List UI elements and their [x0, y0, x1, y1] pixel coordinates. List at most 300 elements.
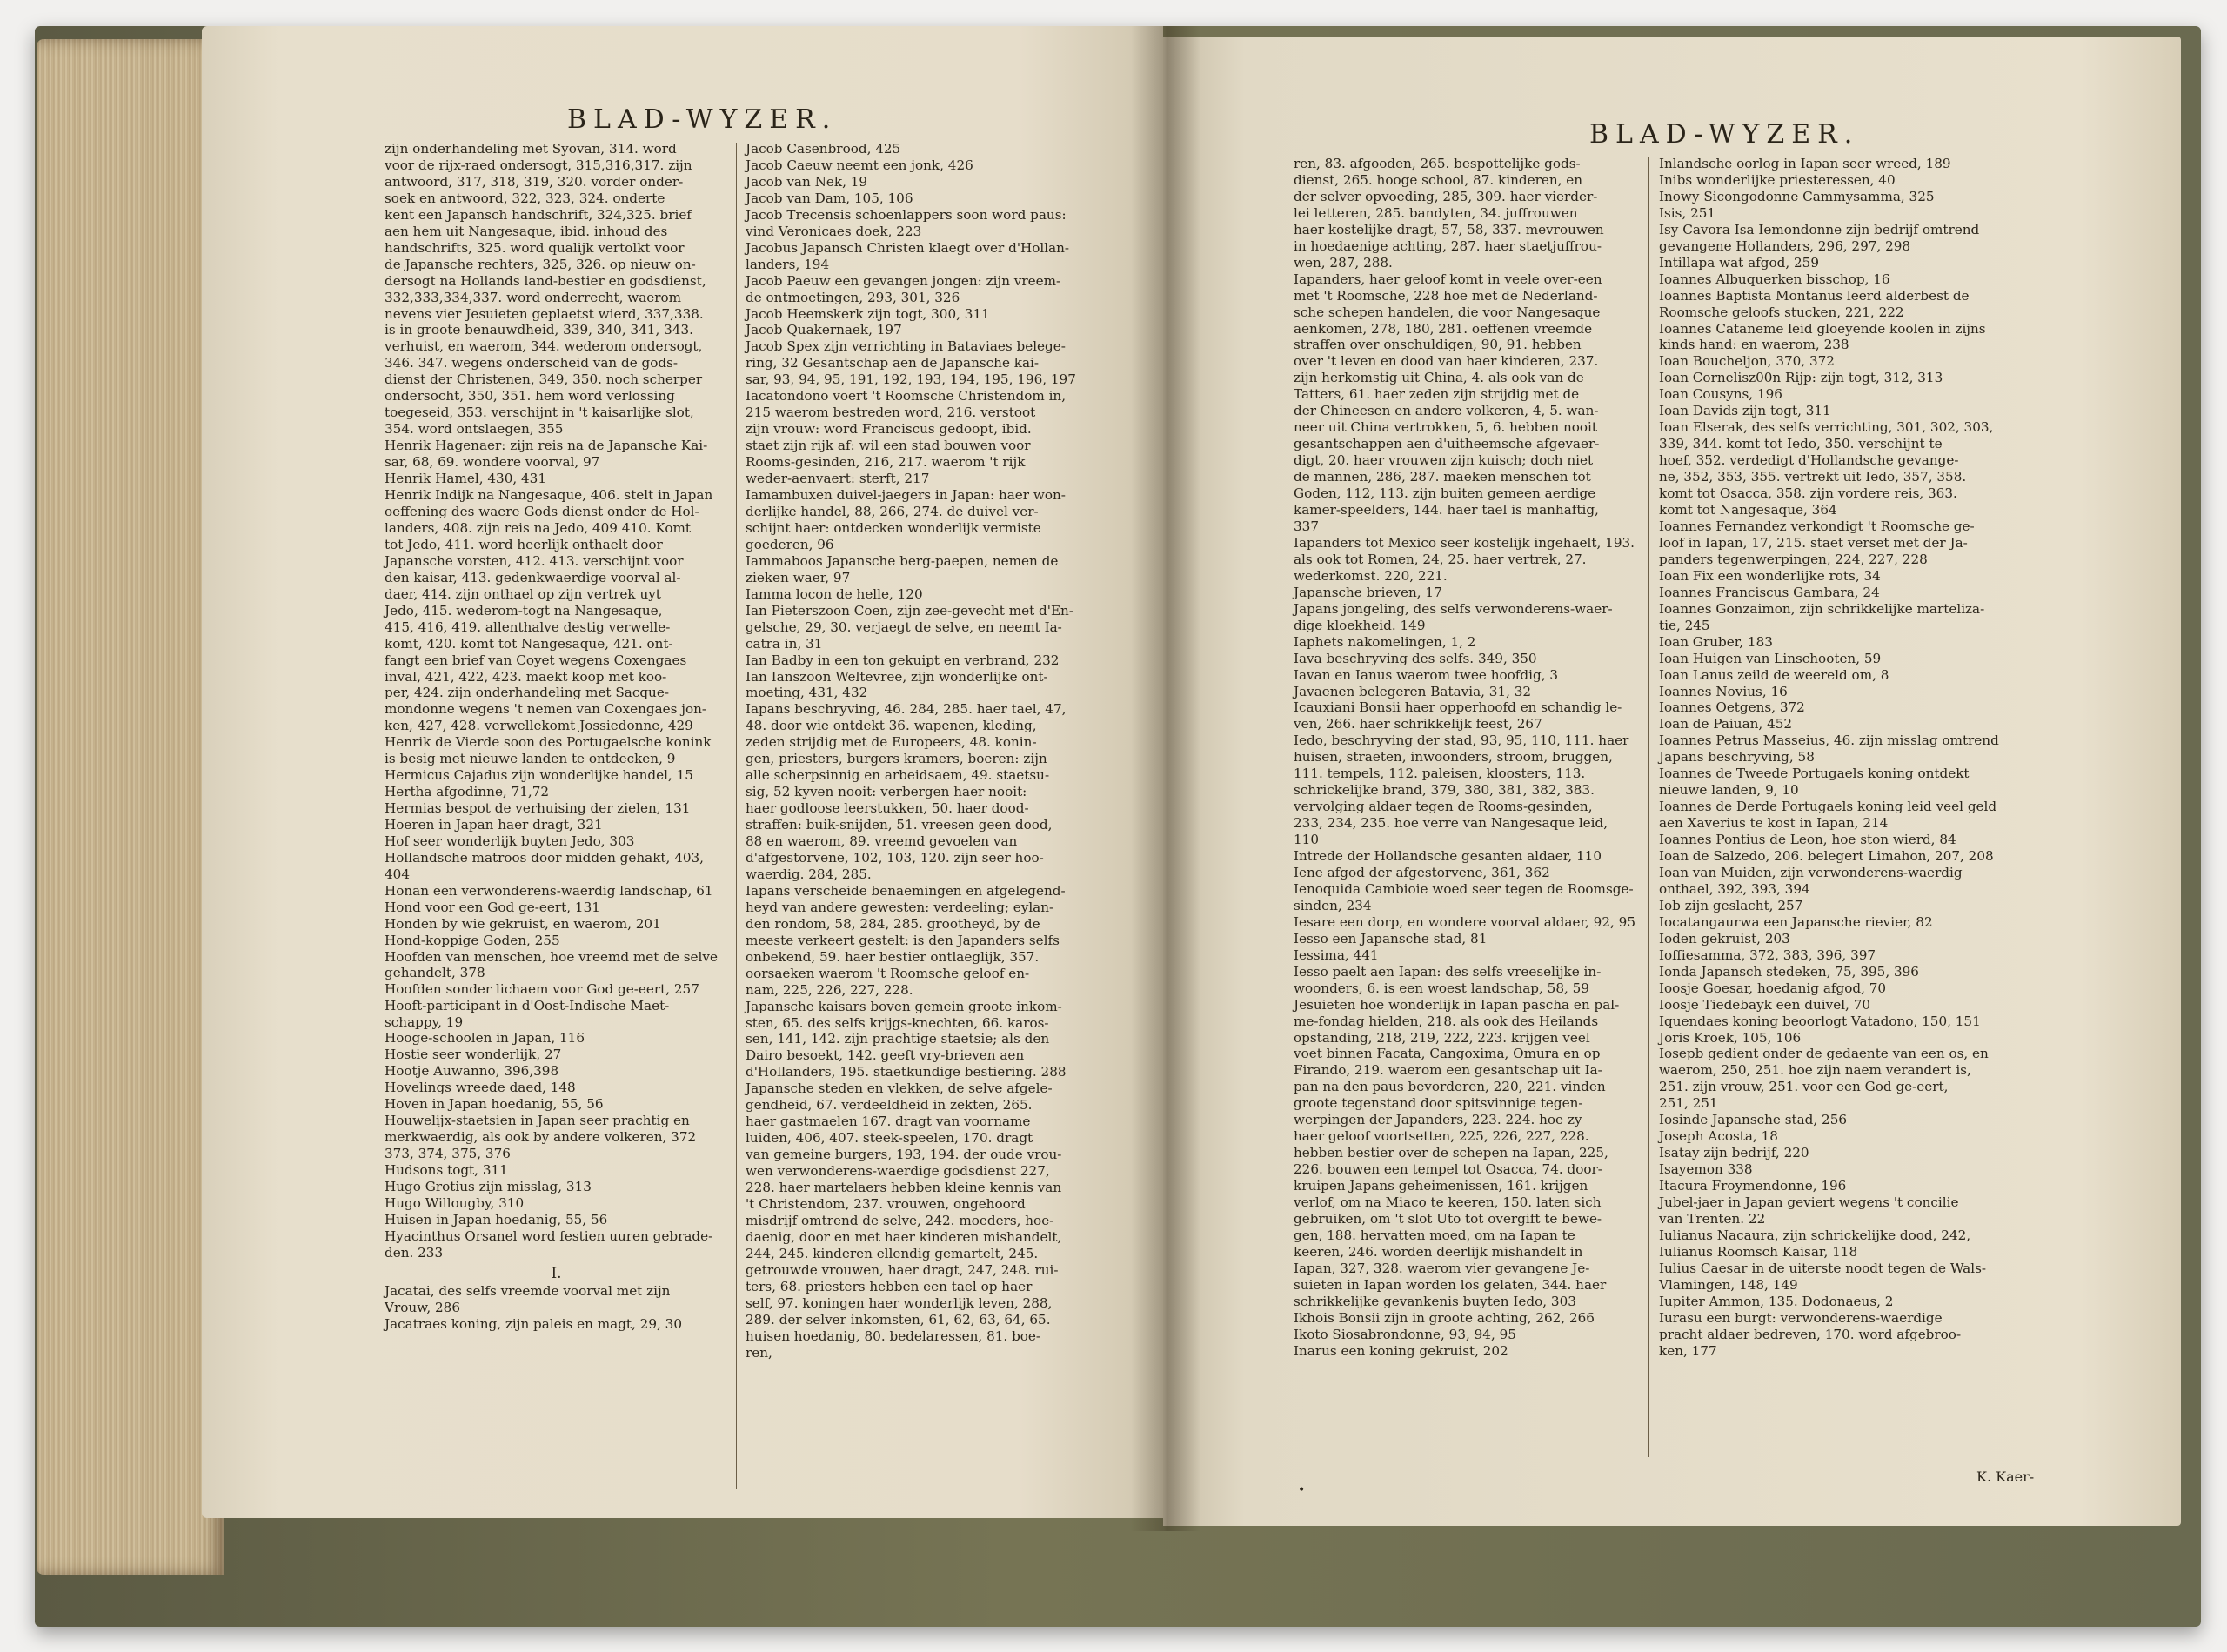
index-line: Iulius Caesar in de uiterste noodt tegen de Wals-	[1659, 1260, 1987, 1276]
index-line: Ioannes de Tweede Portugaels koning ontdekt	[1659, 766, 1970, 782]
index-line: Iapans verscheide benaemingen en afgelegend-	[746, 882, 1066, 899]
index-line: suieten in Iapan worden los gelaten, 344. haer	[1294, 1276, 1607, 1293]
index-line: Jacatai, des selfs vreemde voorval met zijn	[385, 1282, 671, 1299]
index-line: Intillapa wat afgod, 259	[1659, 254, 1820, 271]
index-line: Ioan Fix een wonderlijke rots, 34	[1659, 567, 1881, 584]
page-edges	[37, 39, 224, 1575]
index-line: Ienoquida Cambioie woed seer tegen de Roomsge-	[1294, 880, 1634, 897]
index-line: onbekend, 59. haer bestier ontlaeglijk, 357.	[746, 948, 1040, 965]
index-line: Hootje Auwanno, 396,398	[385, 1063, 559, 1080]
index-line: 228. haer martelaers hebben kleine kennis van	[746, 1180, 1062, 1196]
index-line: Iurasu een burgt: verwonderens-waerdige	[1659, 1309, 1943, 1326]
index-line: fangt een brief van Coyet wegens Coxengaes	[385, 652, 687, 668]
index-line: Javaenen belegeren Batavia, 31, 32	[1294, 683, 1532, 699]
index-line: loof in Iapan, 17, 215. staet verset met der Ja-	[1659, 534, 1968, 551]
index-line: Iavan en Ianus waerom twee hoofdig, 3	[1294, 666, 1559, 683]
index-line: komt tot Osacca, 358. zijn vordere reis, 363.	[1659, 485, 1957, 502]
index-line: Ioosje Tiedebayk een duivel, 70	[1659, 996, 1871, 1013]
index-line: 354. word ontslaegen, 355	[385, 421, 564, 438]
index-line: sig, 52 kyven nooit: verbergen haer nooit:	[746, 784, 1027, 800]
index-line: antwoord, 317, 318, 319, 320. vorder onder-	[385, 173, 684, 190]
index-line: kruipen Japans geheimenissen, 161. krijgen	[1294, 1178, 1588, 1194]
index-line: aen Xaverius te kost in Iapan, 214	[1659, 815, 1889, 832]
index-line: gen, priesters, burgers kramers, boeren: zijn	[746, 751, 1047, 767]
index-line: misdrijf omtrend de selve, 242. moeders, hoe-	[746, 1212, 1054, 1228]
index-line: wen verwonderens-waerdige godsdienst 227,	[746, 1163, 1050, 1180]
index-line: de Japansche rechters, 325, 326. op nieuw on-	[385, 256, 696, 272]
index-line: ondersocht, 350, 351. hem word verlossing	[385, 388, 675, 405]
index-line: gesantschappen aen d'uitheemsche afgevaer-	[1294, 436, 1600, 452]
index-line: Iesso paelt aen Iapan: des selfs vreeselijke in-	[1294, 963, 1602, 980]
left-index-column-2	[746, 142, 1093, 1362]
index-line: Hermicus Cajadus zijn wonderlijke handel, 15	[385, 767, 693, 784]
index-line: Iaphets nakomelingen, 1, 2	[1294, 633, 1476, 650]
index-line: Ioan Davids zijn togt, 311	[1659, 403, 1831, 419]
right-page-header: BLAD-WYZER.	[1589, 119, 1860, 150]
index-line: alle scherpsinnig en arbeidsaem, 49. staetsu-	[746, 767, 1050, 784]
index-line: Hoofden sonder lichaem voor God ge-eert, 257	[385, 980, 699, 997]
index-line: ven, 266. haer schrikkelijk feest, 267	[1294, 716, 1542, 732]
index-line: Ioffiesamma, 372, 383, 396, 397	[1659, 946, 1876, 963]
index-line: der selver opvoeding, 285, 309. haer vierder-	[1294, 188, 1598, 204]
index-line: weder-aenvaert: sterft, 217	[746, 471, 930, 487]
index-line: Hoofden van menschen, hoe vreemd met de selve gehandelt, 378	[385, 948, 718, 980]
index-line: ken, 177	[1659, 1342, 1717, 1359]
index-line: Firando, 219. waerom een gesantschap uit Ia-	[1294, 1062, 1602, 1079]
index-line: ren, 83. afgooden, 265. bespottelijke gods-	[1294, 156, 1581, 171]
index-line: gevangene Hollanders, 296, 297, 298	[1659, 237, 1911, 254]
left-index-column-1	[385, 142, 728, 1334]
right-page	[1163, 37, 2181, 1526]
index-line: haer gastmaelen 167. dragt van voorname	[746, 1114, 1031, 1130]
index-line: den. 233	[385, 1244, 444, 1261]
index-line: ters, 68. priesters hebben een tael op haer	[746, 1278, 1033, 1294]
index-line: Hermias bespot de verhuising der zielen, 131	[385, 800, 691, 817]
index-line: Iammaboos Japansche berg-paepen, nemen de	[746, 552, 1059, 569]
index-line: Huisen in Japan hoedanig, 55, 56	[385, 1211, 608, 1227]
index-line: over 't leven en dood van haer kinderen, 237.	[1294, 353, 1599, 370]
index-line: wederkomst. 220, 221.	[1294, 567, 1448, 584]
index-line: ne, 352, 353, 355. vertrekt uit Iedo, 357, 358.	[1659, 469, 1967, 485]
index-line: schijnt haer: ontdecken wonderlijk vermiste	[746, 519, 1041, 536]
index-line: sar, 93, 94, 95, 191, 192, 193, 194, 195, 196, 197	[746, 371, 1076, 388]
index-line: Ioosje Goesar, hoedanig afgod, 70	[1659, 980, 1887, 996]
index-line: 373, 374, 375, 376	[385, 1146, 511, 1162]
index-line: Iosinde Japansche stad, 256	[1659, 1112, 1848, 1128]
index-line: catra in, 31	[746, 635, 823, 652]
index-line: nevens vier Jesuieten geplaetst wierd, 337,338.	[385, 305, 704, 322]
index-line: Isayemon 338	[1659, 1161, 1753, 1178]
index-line: toegeseid, 353. verschijnt in 't kaisarlijke slot,	[385, 405, 694, 421]
index-line: Iessima, 441	[1294, 946, 1379, 963]
index-line: I.	[551, 1264, 562, 1282]
index-line: verhuist, en waerom, 344. wederom ondersogt,	[385, 338, 703, 355]
index-line: Iocatangaurwa een Japansche rievier, 82	[1659, 913, 1933, 930]
index-line: getrouwde vrouwen, haer dragt, 247, 248. rui-	[746, 1261, 1059, 1278]
index-line: voor de rijx-raed ondersogt, 315,316,317. zijn	[385, 157, 692, 173]
index-line: straffen over onschuldigen, 90, 91. hebben	[1294, 337, 1582, 353]
index-line: Jacatraes koning, zijn paleis en magt, 29, 30	[385, 1315, 682, 1332]
index-line: neer uit China vertrokken, 5, 6. hebben nooit	[1294, 419, 1597, 436]
index-line: Ioan de Paiuan, 452	[1659, 716, 1793, 732]
index-line: Japansche vorsten, 412. 413. verschijnt voor	[385, 552, 684, 569]
index-line: Roomsche geloofs stucken, 221, 222	[1659, 304, 1904, 320]
index-line: schappy, 19	[385, 1013, 464, 1030]
index-line: werpingen der Japanders, 223. 224. hoe zy	[1294, 1112, 1582, 1128]
index-line: de ontmoetingen, 293, 301, 326	[746, 289, 960, 305]
index-line: 48. door wie ontdekt 36. wapenen, kleding,	[746, 718, 1037, 734]
index-line: merkwaerdig, als ook by andere volkeren, 372	[385, 1129, 697, 1146]
index-line: met 't Roomsche, 228 hoe met de Nederland-	[1294, 287, 1598, 304]
index-line: dienst der Christenen, 349, 350. noch scherper	[385, 371, 703, 388]
index-line: sche schepen handelen, die voor Nangesaque	[1294, 304, 1601, 320]
index-line: zijn onderhandeling met Syovan, 314. word	[385, 141, 677, 157]
index-line: Ioan de Salzedo, 206. belegert Limahon, 207, 208	[1659, 848, 1994, 865]
index-line: zeden strijdig met de Europeers, 48. konin-	[746, 734, 1037, 751]
index-line: Jacob Quakernaek, 197	[746, 322, 902, 338]
index-line: Houwelijx-staetsien in Japan seer prachtig en	[385, 1113, 690, 1129]
index-line: kent een Japansch handschrift, 324,325. brief	[385, 206, 692, 223]
index-line: Ioan Gruber, 183	[1659, 633, 1773, 650]
index-line: 339, 344. komt tot Iedo, 350. verschijnt te	[1659, 436, 1943, 452]
index-line: soek en antwoord, 322, 323, 324. onderte	[385, 190, 665, 206]
index-line: Isy Cavora Isa Iemondonne zijn bedrijf omtrend	[1659, 221, 1980, 237]
index-line: kamer-speelders, 144. haer tael is manhaftig,	[1294, 502, 1599, 518]
index-line: Iosepb gedient onder de gedaente van een os, en	[1659, 1046, 1989, 1062]
index-line: Vrouw, 286	[385, 1299, 460, 1315]
index-line: lei letteren, 285. bandyten, 34. juffrouwen	[1294, 204, 1578, 221]
index-line: Inibs wonderlijke priesteressen, 40	[1659, 171, 1896, 188]
index-line: self, 97. koningen haer wonderlijk leven, 288,	[746, 1294, 1053, 1311]
index-line: Iquendaes koning beoorlogt Vatadono, 150, 151	[1659, 1013, 1981, 1029]
index-line: 88 en waerom, 89. vreemd gevoelen van	[746, 833, 1018, 850]
index-line: hebben bestier over de schepen na Iapan, 225,	[1294, 1145, 1608, 1161]
index-line: Jacob Casenbrood, 425	[746, 141, 901, 157]
index-line: keeren, 246. worden deerlijk mishandelt in	[1294, 1243, 1583, 1260]
index-line: kinds hand: en waerom, 238	[1659, 337, 1849, 353]
index-line: der Chineesen en andere volkeren, 4, 5. wan-	[1294, 403, 1599, 419]
index-line: Ioan Boucheljon, 370, 372	[1659, 353, 1835, 370]
index-line: nam, 225, 226, 227, 228.	[746, 981, 913, 998]
index-line: Hond voor een God ge-eert, 131	[385, 899, 600, 915]
index-line: Hugo Willougby, 310	[385, 1195, 525, 1211]
index-line: per, 424. zijn onderhandeling met Sacque-	[385, 685, 669, 701]
right-column-rule	[1648, 157, 1649, 1457]
left-column-rule	[736, 143, 737, 1489]
index-line: 't Christendom, 237. vrouwen, ongehoord	[746, 1196, 1026, 1212]
index-line: Isis, 251	[1659, 204, 1716, 221]
index-line: waerdig. 284, 285.	[746, 866, 872, 882]
index-line: Jacob Paeuw een gevangen jongen: zijn vreem-	[746, 272, 1061, 289]
index-line: Iacatondono voert 't Roomsche Christendom in,	[746, 388, 1067, 405]
index-line: zijn herkomstig uit China, 4. als ook van de	[1294, 370, 1584, 386]
index-line: Hooge-schoolen in Japan, 116	[385, 1030, 585, 1047]
index-line: daenig, door en met haer kinderen mishandelt,	[746, 1228, 1062, 1245]
index-line: straffen: buik-snijden, 51. vreesen geen dood,	[746, 817, 1053, 833]
index-line: is besig met nieuwe landen te ontdecken, 9	[385, 751, 676, 767]
index-line: Jesuieten hoe wonderlijk in Iapan pascha en pal-	[1294, 996, 1620, 1013]
index-line: inval, 421, 422, 423. maekt koop met koo-	[385, 668, 667, 685]
index-line: handschrifts, 325. word qualijk vertolkt voor	[385, 239, 685, 256]
index-line: Iupiter Ammon, 135. Dodonaeus, 2	[1659, 1293, 1894, 1309]
index-line: Tatters, 61. haer zeden zijn strijdig met de	[1294, 386, 1580, 403]
index-line: Icauxiani Bonsii haer opperhoofd en schandig le-	[1294, 699, 1622, 716]
index-line: Ioannes de Derde Portugaels koning leid veel geld	[1659, 799, 1997, 815]
index-line: 111. tempels, 112. paleisen, kloosters, 113.	[1294, 766, 1586, 782]
left-page	[202, 26, 1163, 1518]
index-line: Hovelings wreede daed, 148	[385, 1080, 576, 1096]
index-line: Jacob Spex zijn verrichting in Bataviaes belege-	[746, 338, 1066, 355]
index-line: gebruiken, om 't slot Uto tot overgift te bewe-	[1294, 1211, 1602, 1227]
index-line: Hof seer wonderlijk buyten Jedo, 303	[385, 833, 635, 850]
index-line: Ioannes Novius, 16	[1659, 683, 1788, 699]
index-line: voet binnen Facata, Cangoxima, Omura en op	[1294, 1046, 1601, 1062]
index-line: Ioan Elserak, des selfs verrichting, 301, 302, 303,	[1659, 419, 1994, 436]
index-line: Iamma locon de helle, 120	[746, 585, 923, 602]
index-line: vind Veronicaes doek, 223	[746, 223, 922, 239]
index-line: daer, 414. zijn onthael op zijn vertrek uyt	[385, 585, 661, 602]
index-line: dienst, 265. hooge school, 87. kinderen, en	[1294, 171, 1583, 188]
index-line: Ioannes Franciscus Gambara, 24	[1659, 584, 1880, 600]
index-line: gen, 188. hervatten moed, om na Iapan te	[1294, 1227, 1575, 1243]
index-line: huisen, straeten, inwoonders, stroom, bruggen,	[1294, 749, 1613, 766]
index-line: Ian Ianszoon Weltevree, zijn wonderlijke ont-	[746, 668, 1048, 685]
index-line: Hudsons togt, 311	[385, 1162, 508, 1179]
index-line: pracht aldaer bedreven, 170. word afgebroo-	[1659, 1326, 1962, 1342]
index-line: Hostie seer wonderlijk, 27	[385, 1047, 562, 1063]
index-line: Ioannes Oetgens, 372	[1659, 699, 1805, 716]
index-line: Hugo Grotius zijn misslag, 313	[385, 1179, 592, 1195]
index-line: Jacob Caeuw neemt een jonk, 426	[746, 157, 973, 173]
index-line: Honan een verwonderens-waerdig landschap, 61	[385, 882, 713, 899]
index-line: Ioannes Gonzaimon, zijn schrikkelijke marteliza-	[1659, 600, 1985, 617]
index-line: gelsche, 29, 30. verjaegt de selve, en neemt Ia-	[746, 619, 1062, 635]
index-line: de mannen, 286, 287. maeken menschen tot	[1294, 469, 1591, 485]
index-line: 233, 234, 235. hoe verre van Nangesaque leid,	[1294, 815, 1608, 832]
index-line: sten, 65. des selfs krijgs-knechten, 66. karos-	[746, 1014, 1049, 1031]
index-line: Hond-koppige Goden, 255	[385, 932, 560, 948]
index-line: 215 waerom bestreden word, 216. verstoot	[746, 405, 1036, 421]
index-line: 346. 347. wegens onderscheid van de gods-	[385, 355, 679, 371]
index-line: 110	[1294, 832, 1319, 848]
index-line: Japans beschryving, 58	[1659, 749, 1815, 766]
index-line: Iapanders tot Mexico seer kostelijk ingehaelt, 193.	[1294, 534, 1635, 551]
index-line: aen hem uit Nangesaque, ibid. inhoud des	[385, 223, 668, 239]
index-line: Hollandsche matroos door midden gehakt, 403,	[385, 849, 705, 866]
index-line: Ioannes Fernandez verkondigt 't Roomsche ge-	[1659, 518, 1975, 534]
index-line: hoef, 352. verdedigt d'Hollandsche gevange-	[1659, 452, 1959, 469]
index-line: staet zijn rijk af: wil een stad bouwen voor	[746, 438, 1031, 454]
index-line: is in groote benauwdheid, 339, 340, 341, 343.	[385, 322, 693, 338]
index-line: Ioannes Cataneme leid gloeyende koolen in zijns	[1659, 320, 1986, 337]
index-line: den rondom, 58, 284, 285. grootheyd, by de	[746, 915, 1040, 932]
index-line: Henrik Indijk na Nangesaque, 406. stelt in Japan	[385, 487, 713, 504]
index-line: Iesso een Japansche stad, 81	[1294, 930, 1488, 946]
index-line: zijn vrouw: word Franciscus gedoopt, ibid.	[746, 421, 1032, 438]
index-line: Ionda Japansch stedeken, 75, 395, 396	[1659, 963, 1919, 980]
index-line: Hooft-participant in d'Oost-Indische Maet-	[385, 997, 670, 1013]
index-line: Ian Pieterszoon Coen, zijn zee-gevecht met d'En-	[746, 602, 1073, 619]
index-line: sen, 141, 142. zijn prachtige staetsie; als den	[746, 1031, 1050, 1047]
index-line: Ioden gekruist, 203	[1659, 930, 1790, 946]
index-line: Ioannes Albuquerken bisschop, 16	[1659, 271, 1890, 287]
index-line: Japans jongeling, des selfs verwonderens-waer-	[1294, 600, 1613, 617]
index-line: Iulianus Nacaura, zijn schrickelijke dood, 242,	[1659, 1227, 1971, 1243]
index-line: 415, 416, 419. allenthalve destig verwelle-	[385, 619, 671, 635]
index-line: Inlandsche oorlog in Iapan seer wreed, 189	[1659, 156, 1951, 171]
index-line: Iapan, 327, 328. waerom vier gevangene Je-	[1294, 1260, 1590, 1276]
index-line: Ioan van Muiden, zijn verwonderens-waerdig	[1659, 864, 1963, 880]
right-index-column-1	[1294, 157, 1637, 1361]
index-line: Dairo besoekt, 142. geeft vry-brieven aen	[746, 1047, 1025, 1064]
index-line: tot Jedo, 411. word heerlijk onthaelt door	[385, 536, 663, 552]
index-line: komt, 420. komt tot Nangesaque, 421. ont-	[385, 635, 673, 652]
index-line: heyd van andere gewesten: verdeeling; eylan-	[746, 899, 1054, 915]
index-line: luiden, 406, 407. steek-speelen, 170. dragt	[746, 1130, 1033, 1147]
index-line: in hoedaenige achting, 287. haer staetjuffrou-	[1294, 237, 1602, 254]
index-line: Itacura Froymendonne, 196	[1659, 1178, 1847, 1194]
index-line: Joseph Acosta, 18	[1659, 1128, 1778, 1145]
index-line: verlof, om na Miaco te keeren, 150. laten sich	[1294, 1194, 1602, 1211]
index-line: Ioan Huigen van Linschooten, 59	[1659, 650, 1882, 666]
index-line: 226. bouwen een tempel tot Osacca, 74. door-	[1294, 1161, 1602, 1178]
catchword: K. Kaer-	[1976, 1468, 2035, 1485]
index-line: vervolging aldaer tegen de Rooms-gesinden,	[1294, 799, 1593, 815]
index-line: haer godloose leerstukken, 50. haer dood-	[746, 800, 1029, 817]
index-line: pan na den paus bevorderen, 220, 221. vinden	[1294, 1079, 1606, 1095]
index-line: onthael, 392, 393, 394	[1659, 880, 1810, 897]
index-line: ring, 32 Gesantschap aen de Japansche kai-	[746, 355, 1040, 371]
index-line: Ioan Lanus zeild de weereld om, 8	[1659, 666, 1889, 683]
left-page-header: BLAD-WYZER.	[567, 104, 838, 135]
index-line: Iamambuxen duivel-jaegers in Japan: haer won-	[746, 487, 1066, 504]
index-line: moeting, 431, 432	[746, 685, 868, 701]
index-line: Intrede der Hollandsche gesanten aldaer, 110	[1294, 848, 1602, 865]
index-line: zieken waer, 97	[746, 569, 851, 585]
index-line: Japansche steden en vlekken, de selve afgele-	[746, 1080, 1053, 1097]
index-line: derlijke handel, 88, 266, 274. de duivel ver-	[746, 503, 1039, 519]
index-line: Japansche kaisars boven gemein groote inkom-	[746, 998, 1062, 1014]
index-line: groote tegenstand door spitsvinnige tegen-	[1294, 1095, 1583, 1112]
index-line: Isatay zijn bedrijf, 220	[1659, 1145, 1809, 1161]
index-line: sar, 68, 69. wondere voorval, 97	[385, 454, 600, 471]
index-line: gendheid, 67. verdeeldheid in zekten, 265.	[746, 1097, 1033, 1114]
index-line: als ook tot Romen, 24, 25. haer vertrek, 27.	[1294, 551, 1587, 567]
index-line: Iava beschryving des selfs. 349, 350	[1294, 650, 1537, 666]
index-line: van Trenten. 22	[1659, 1211, 1766, 1227]
index-line: Ioan Cornelisz00n Rijp: zijn togt, 312, 313	[1659, 370, 1943, 386]
index-line: ren,	[746, 1344, 772, 1361]
index-line: landers, 408. zijn reis na Jedo, 409 410. Komt	[385, 519, 691, 536]
index-line: Goden, 112, 113. zijn buiten gemeen aerdige	[1294, 485, 1596, 502]
index-line: 244, 245. kinderen ellendig gemartelt, 245.	[746, 1245, 1039, 1261]
index-line: van gemeine burgers, 193, 194. der oude vrou-	[746, 1147, 1062, 1163]
index-line: mondonne wegens 't nemen van Coxengaes jon-	[385, 701, 707, 718]
right-index-column-2	[1659, 157, 2024, 1361]
index-line: Hoeren in Japan haer dragt, 321	[385, 817, 603, 833]
index-line: schrickelijke brand, 379, 380, 381, 382, 383.	[1294, 782, 1595, 799]
index-line: 337	[1294, 518, 1319, 534]
index-line: Henrik Hagenaer: zijn reis na de Japansche Kai-	[385, 438, 708, 454]
index-line: 289. der selver inkomsten, 61, 62, 63, 64, 65.	[746, 1311, 1051, 1328]
index-line: Iapans beschryving, 46. 284, 285. haer tael, 47,	[746, 701, 1067, 718]
index-line: Iene afgod der afgestorvene, 361, 362	[1294, 864, 1550, 880]
index-line: me-fondag hielden, 218. als ook des Heilands	[1294, 1013, 1599, 1029]
index-line: huisen hoedanig, 80. bedelaressen, 81. boe-	[746, 1328, 1041, 1344]
index-line: Ikoto Siosabrondonne, 93, 94, 95	[1294, 1326, 1516, 1342]
index-line: goederen, 96	[746, 536, 834, 552]
index-line: 404	[385, 866, 410, 882]
index-line: Henrik de Vierde soon des Portugaelsche konink	[385, 734, 712, 751]
index-line: digt, 20. haer vrouwen zijn kuisch; doch niet	[1294, 452, 1594, 469]
index-line: Jedo, 415. wederom-togt na Nangesaque,	[385, 602, 663, 619]
index-line: Hertha afgodinne, 71,72	[385, 784, 550, 800]
index-line: Hoven in Japan hoedanig, 55, 56	[385, 1096, 604, 1113]
index-line: waerom, 250, 251. hoe zijn naem verandert is,	[1659, 1062, 1971, 1079]
index-line: d'Hollanders, 195. staetkundige bestiering. 288	[746, 1064, 1067, 1080]
index-line: Ioannes Pontius de Leon, hoe ston wierd, 84	[1659, 832, 1956, 848]
index-line: Iesare een dorp, en wondere voorval aldaer, 92, 95	[1294, 913, 1635, 930]
index-line: Jubel-jaer in Japan geviert wegens 't concilie	[1659, 1194, 1959, 1211]
index-line: Inarus een koning gekruist, 202	[1294, 1342, 1508, 1359]
index-line: Iob zijn geslacht, 257	[1659, 897, 1803, 913]
index-line: haer geloof voortsetten, 225, 226, 227, 228.	[1294, 1128, 1589, 1145]
index-line: Honden by wie gekruist, en waerom, 201	[385, 915, 661, 932]
index-line: Joris Kroek, 105, 106	[1659, 1029, 1802, 1046]
index-line: oeffening des waere Gods dienst onder de Hol-	[385, 503, 699, 519]
index-line: ken, 427, 428. verwellekomt Jossiedonne, 429	[385, 718, 693, 734]
index-line: 251, 251	[1659, 1095, 1718, 1112]
index-line: woonders, 6. is een woest landschap, 58, 59	[1294, 980, 1589, 996]
index-line: Iapanders, haer geloof komt in veele over-een	[1294, 271, 1602, 287]
index-line: 251. zijn vrouw, 251. voor een God ge-eert,	[1659, 1079, 1949, 1095]
index-line: landers, 194	[746, 256, 830, 272]
index-line: haer kostelijke dragt, 57, 58, 337. mevrouwen	[1294, 221, 1604, 237]
index-line: panders tegenwerpingen, 224, 227, 228	[1659, 551, 1928, 567]
index-line: Jacob van Nek, 19	[746, 173, 868, 190]
index-line: dige kloekheid. 149	[1294, 617, 1426, 633]
index-line: Jacobus Japansch Christen klaegt over d'Hollan-	[746, 239, 1070, 256]
index-line: dersogt na Hollands land-bestier en godsdienst,	[385, 272, 706, 289]
index-line: tie, 245	[1659, 617, 1710, 633]
index-line: Jacob van Dam, 105, 106	[746, 190, 913, 206]
index-line: nieuwe landen, 9, 10	[1659, 782, 1799, 799]
index-line: schrikkelijke gevankenis buyten Iedo, 303	[1294, 1293, 1576, 1309]
index-line: Vlamingen, 148, 149	[1659, 1276, 1798, 1293]
index-line: Iulianus Roomsch Kaisar, 118	[1659, 1243, 1858, 1260]
index-line: sinden, 234	[1294, 897, 1372, 913]
index-line: Ioannes Petrus Masseius, 46. zijn misslag omtrend	[1659, 732, 1999, 749]
index-line: opstanding, 218, 219, 222, 223. krijgen veel	[1294, 1029, 1590, 1046]
index-line: Hyacinthus Orsanel word festien uuren gebrade-	[385, 1227, 713, 1244]
index-line: Jacob Trecensis schoenlappers soon word paus:	[746, 206, 1067, 223]
index-line: Henrik Hamel, 430, 431	[385, 471, 546, 487]
index-line: aenkomen, 278, 180, 281. oeffenen vreemde	[1294, 320, 1593, 337]
index-line: 332,333,334,337. word onderrecht, waerom	[385, 289, 682, 305]
index-line: Ian Badby in een ton gekuipt en verbrand, 232	[746, 652, 1060, 668]
index-line: Rooms-gesinden, 216, 217. waerom 't rijk	[746, 454, 1026, 471]
index-line: meeste verkeert gestelt: is den Japanders selfs	[746, 932, 1060, 948]
index-line: Japansche brieven, 17	[1294, 584, 1442, 600]
index-line: Ikhois Bonsii zijn in groote achting, 262, 266	[1294, 1309, 1595, 1326]
index-line: Jacob Heemskerk zijn togt, 300, 311	[746, 305, 990, 322]
index-line: den kaisar, 413. gedenkwaerdige voorval al-	[385, 569, 681, 585]
index-line: Ioan Cousyns, 196	[1659, 386, 1782, 403]
bullet-mark: •	[1298, 1483, 1306, 1497]
index-line: oorsaeken waerom 't Roomsche geloof en-	[746, 965, 1030, 981]
index-line: komt tot Nangesaque, 364	[1659, 502, 1837, 518]
index-line: d'afgestorvene, 102, 103, 120. zijn seer hoo-	[746, 849, 1044, 866]
